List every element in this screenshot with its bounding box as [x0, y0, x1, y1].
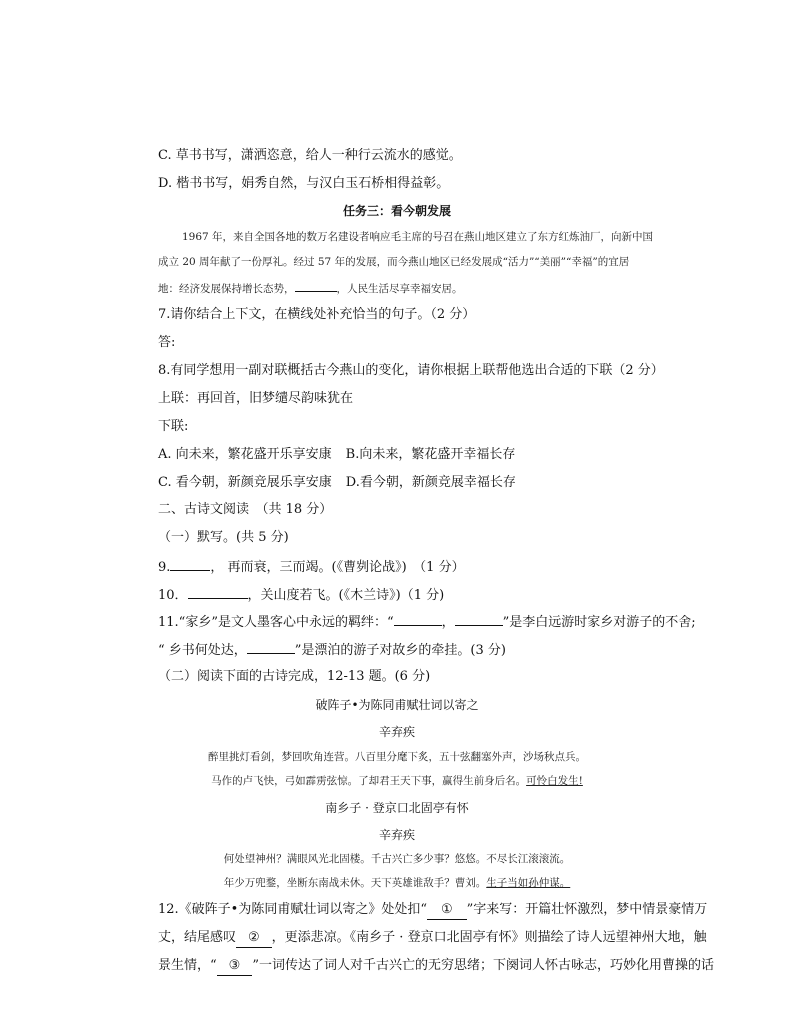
option-d-q8[interactable]: D.看今朝，新颜竞展幸福长存: [345, 475, 516, 490]
paragraph-line-3-end: ，人民生活尽享幸福安居。: [336, 283, 463, 295]
paragraph-line-3-start: 地：经济发展保持增长态势，: [158, 283, 295, 295]
poem-1-line-2: [0, 773, 794, 789]
q8-options-row-2: [158, 474, 516, 492]
question-11-line-1: [158, 612, 696, 632]
question-10-number: 10．: [158, 588, 188, 603]
question-11-quote: “ 乡书何处达，: [158, 643, 247, 658]
poem-1-title: 破阵子•为陈同甫赋壮词以寄之: [315, 698, 479, 712]
question-8: 8.有同学想用一副对联概括古今燕山的变化，请你根据上联帮他选出合适的下联（2 分）: [158, 363, 664, 378]
fill-blank-q11-2[interactable]: [455, 612, 503, 626]
poem-2-line-2: [0, 875, 794, 891]
question-9-text: ， 再而衰，三而竭。(《曹刿论战》) （1 分）: [210, 560, 465, 575]
poem-1-line-1: 醉里挑灯看剑，梦回吹角连营。八百里分麾下炙，五十弦翻塞外声，沙场秋点兵。: [208, 751, 586, 763]
q8-options-row-1: [158, 446, 515, 464]
poem-1-underlined: 可怜白发生!: [526, 775, 583, 787]
section-2-heading: 二、古诗文阅读 （共 18 分）: [158, 502, 333, 517]
paragraph-line-3: [158, 278, 463, 298]
subsection-1-heading: （一）默写。(共 5 分): [158, 530, 289, 545]
option-d: D. 楷书书写，娟秀自然，与汉白玉石桥相得益彰。: [158, 176, 450, 191]
question-12-line-3: [158, 957, 714, 976]
subsection-2-heading: （二）阅读下面的古诗完成，12-13 题。(6 分): [158, 669, 431, 684]
option-c-q8[interactable]: C. 看今朝，新颜竞展乐享安康: [158, 475, 332, 490]
question-12-line-1: [158, 901, 707, 920]
upper-couplet: 上联：再回首，旧梦缱尽韵味犹在: [158, 391, 354, 406]
poem-2-title: 南乡子 · 登京口北固亭有怀: [325, 801, 469, 815]
question-12-intro: 12.《破阵子•为陈同甫赋壮词以寄之》处处扣“: [158, 902, 427, 917]
question-12-text-4: 景生情，“: [158, 958, 217, 973]
question-12-text-2: 丈，结尾感叹: [158, 930, 237, 945]
question-11-text-1: ”是李白远游时家乡对游子的不舍;: [502, 615, 696, 630]
fill-blank[interactable]: [295, 278, 337, 292]
question-10: [158, 585, 444, 605]
fill-blank-q9[interactable]: [170, 557, 210, 571]
fill-blank-q11-1[interactable]: [394, 612, 442, 626]
paragraph-line-2: 成立 20 周年献了一份厚礼。经过 57 年的发展，而今燕山地区已经发展成“活力”“美丽”“幸福”的宜居: [158, 256, 630, 268]
task3-title: 任务三：看今朝发展: [342, 204, 451, 218]
blank-marker-1[interactable]: ①: [427, 901, 467, 920]
question-11-line-2: [158, 640, 506, 660]
option-a[interactable]: A. 向未来，繁花盛开乐享安康: [158, 447, 332, 462]
question-12-text-5: ”一词传达了词人对千古兴亡的无穷思绪；下阕词人怀古咏志，巧妙化用曹操的话: [252, 958, 714, 973]
question-12-text-3: ，更添悲凉。《南乡子 · 登京口北固亭有怀》则描绘了诗人远望神州大地，触: [271, 930, 707, 945]
option-c: C. 草书书写，潇洒恣意，给人一种行云流水的感觉。: [158, 148, 462, 163]
paragraph-line-1: 1967 年，来自全国各地的数万名建设者响应毛主席的号召在燕山地区建立了东方红炼油厂，向新中国: [182, 231, 654, 243]
answer-label: 答:: [158, 335, 176, 350]
question-7: 7.请你结合上下文，在横线处补充恰当的句子。（2 分）: [158, 307, 476, 322]
poem-1-author: 辛弃疾: [378, 725, 415, 739]
poem-2-author: 辛弃疾: [378, 828, 415, 842]
question-12-text-1: ”字来写：开篇壮怀激烈，梦中情景豪情万: [466, 902, 708, 917]
blank-marker-2[interactable]: ②: [236, 929, 272, 948]
question-9: [158, 557, 465, 577]
lower-couplet-label: 下联:: [158, 419, 189, 434]
option-b[interactable]: B.向未来，繁花盛开幸福长存: [345, 447, 516, 462]
blank-marker-3[interactable]: ③: [217, 957, 253, 976]
question-12-line-2: [158, 929, 707, 948]
question-11-intro: 11.“家乡”是文人墨客心中永远的羁绊：“: [158, 615, 394, 630]
poem-2-line-2-text: 年少万兜鍪，坐断东南战未休。天下英雄谁敌手？曹刘。: [223, 877, 487, 889]
poem-2-line-1: 何处望神州？满眼风光北固楼。千古兴亡多少事？悠悠。不尽长江滚滚流。: [223, 853, 571, 865]
poem-1-line-2-text: 马作的卢飞快，弓如霹雳弦惊。了却君王天下事，赢得生前身后名。: [211, 775, 527, 787]
question-9-number: 9.: [158, 560, 171, 575]
fill-blank-q11-3[interactable]: [247, 640, 295, 654]
question-11-text-2: ”是漂泊的游子对故乡的牵挂。(3 分): [294, 643, 506, 658]
question-10-text: ，关山度若飞。(《木兰诗》)（1 分): [247, 588, 445, 603]
poem-2-underlined: 生子当如孙仲谋。: [486, 877, 571, 889]
question-11-comma: ，: [441, 615, 455, 630]
fill-blank-q10[interactable]: [188, 585, 248, 599]
